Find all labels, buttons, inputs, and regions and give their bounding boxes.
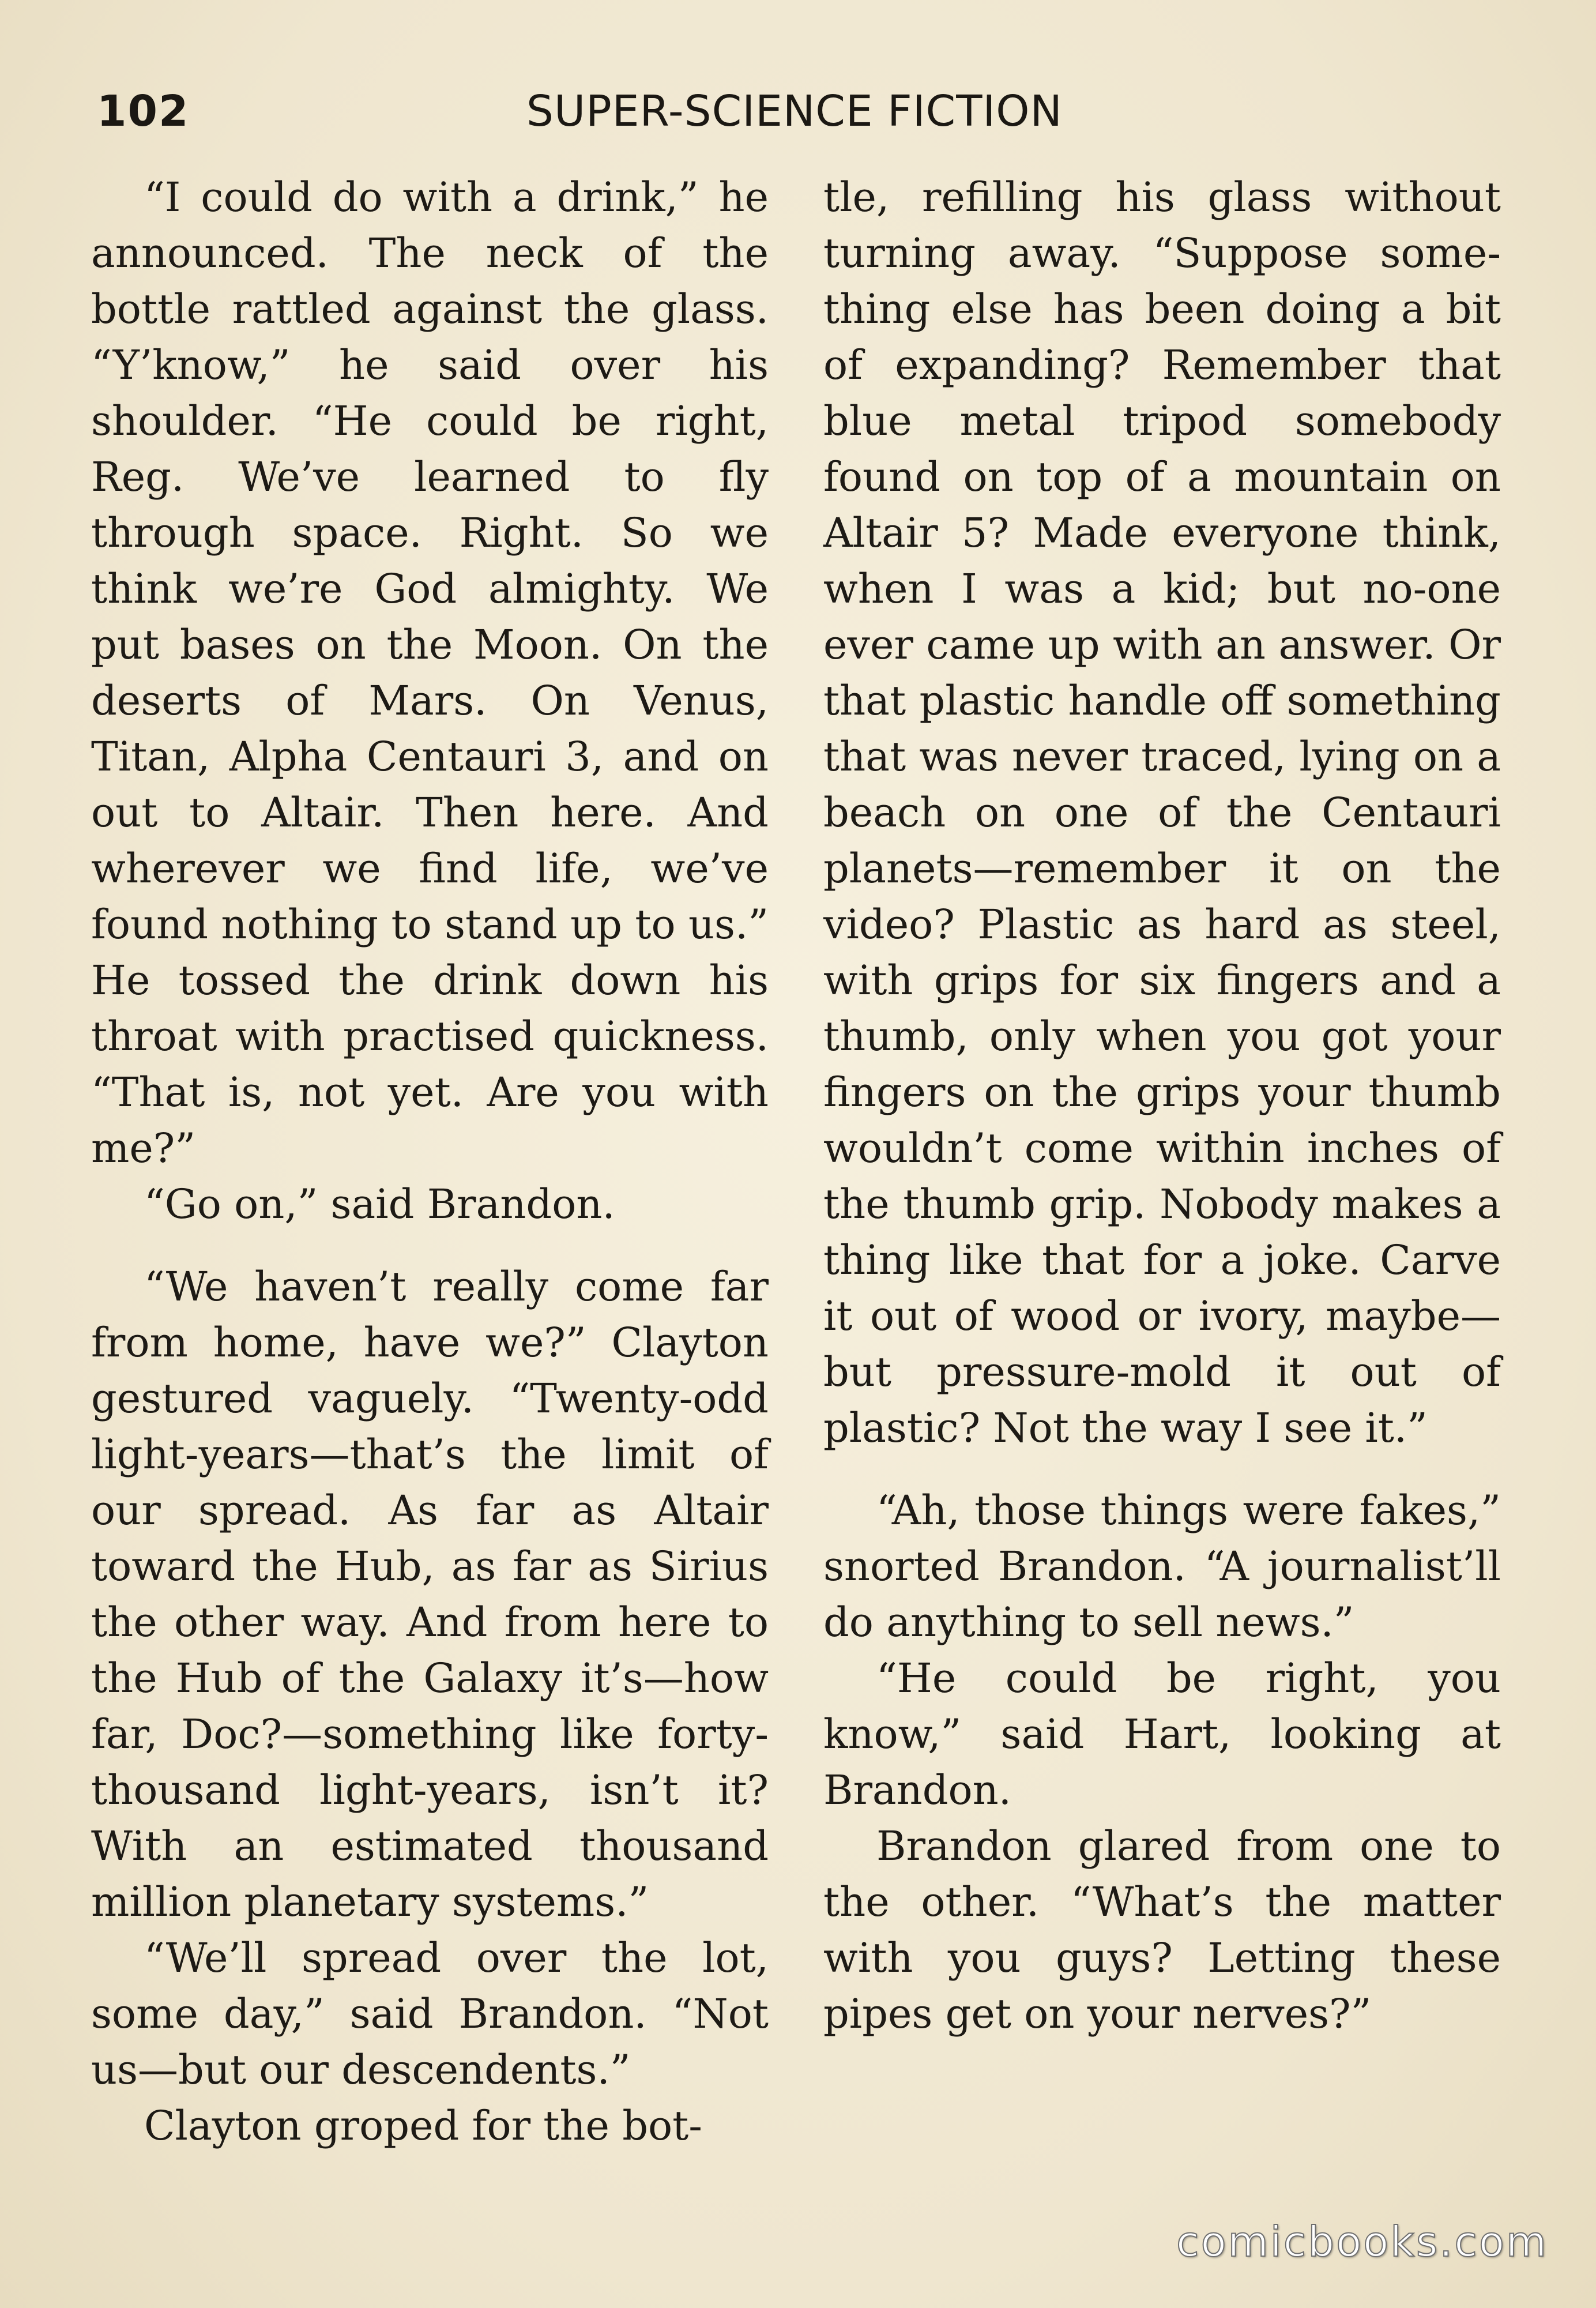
paragraph: “He could be right, you know,” said Hart, looking at Brandon. bbox=[823, 1655, 1501, 1814]
paragraph: “We haven’t really come far from home, have we?” Clayton gestured vaguely. “Twenty-odd light-years—that’s the limit of our spread. As far as Altair toward the Hub, as far as Sirius the other way. And from here to the Hub of the Galaxy it’s—how far, Doc?—something like forty-thousand light-years, isn’t it? With an estimated thousand million planetary systems.” bbox=[91, 1263, 769, 1926]
page-number: 102 bbox=[97, 87, 190, 136]
running-title: SUPER-SCIENCE FICTION bbox=[526, 87, 1063, 136]
left-column bbox=[91, 170, 769, 2154]
paragraph: “I could do with a drink,” he announced. The neck of the bottle rattled against the glass. “Y’know,” he said over his shoulder. “He could be right, Reg. We’ve learned to fly through space. Right. So we think we’re God almighty. We put bases on the Moon. On the deserts of Mars. On Venus, Titan, Alpha Centauri 3, and on out to Altair. Then here. And wherever we find life, we’ve found nothing to stand up to us.” He tossed the drink down his throat with practised quickness. “That is, not yet. Are you with me?” bbox=[91, 174, 769, 1172]
right-column bbox=[823, 170, 1501, 2042]
paragraph: “We’ll spread over the lot, some day,” said Brandon. “Not us—but our descendents.” bbox=[91, 1934, 769, 2093]
paragraph: “Go on,” said Brandon. bbox=[144, 1181, 615, 1228]
paragraph: tle, refilling his glass without turning away. “Suppose something else has been doing a bit of expanding? Remember that blue metal tripod somebody found on top of a mountain on Altair 5? Made everyone think, when I was a kid; but no-one ever came up with an answer. Or that plastic handle off something that was never traced, lying on a beach on one of the Centauri planets—remember it on the video? Plastic as hard as steel, with grips for six fingers and a thumb, only when you got your fingers on the grips your thumb wouldn’t come within inches of the thumb grip. Nobody makes a thing like that for a joke. Carve it out of wood or ivory, maybe—but pressure-mold it out of plastic? Not the way I see it.” bbox=[823, 174, 1501, 1452]
paragraph: Clayton groped for the bot- bbox=[144, 2102, 702, 2149]
paragraph: “Ah, those things were fakes,” snorted Brandon. “A journalist’ll do anything to sell news.” bbox=[823, 1487, 1501, 1646]
paragraph: Brandon glared from one to the other. “What’s the matter with you guys? Letting these pipes get on your nerves?” bbox=[823, 1822, 1501, 2038]
page-header bbox=[97, 87, 1077, 150]
site-watermark: comicbooks.com bbox=[1176, 2217, 1549, 2266]
